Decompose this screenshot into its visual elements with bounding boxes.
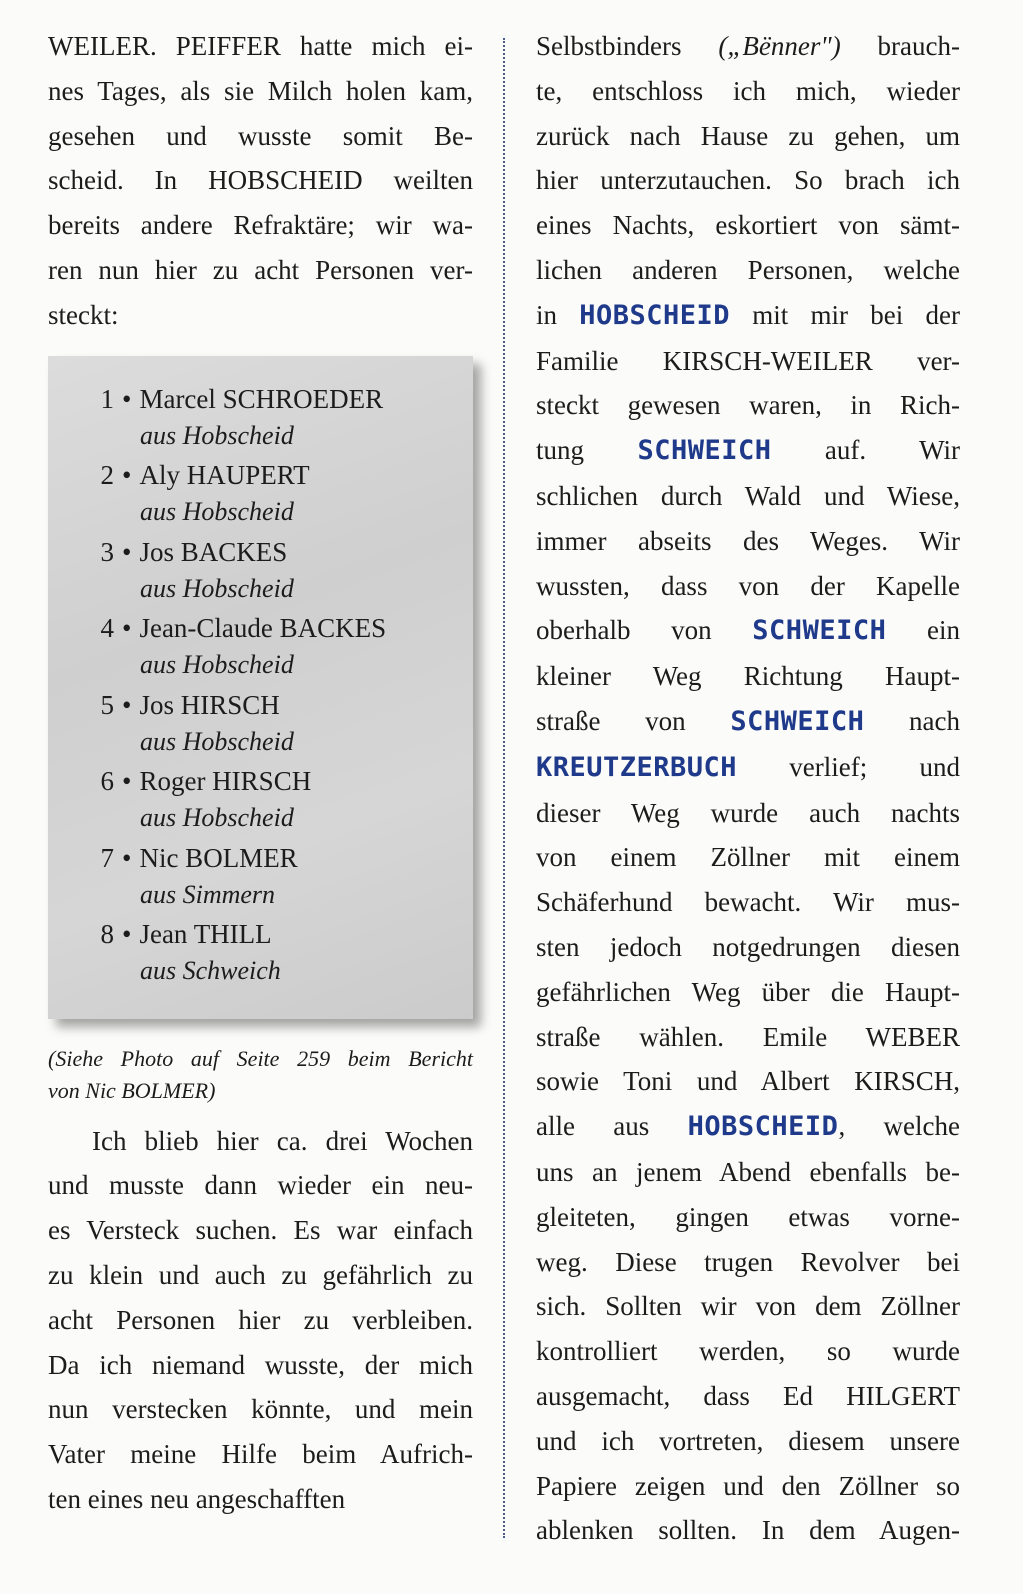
place-name: SCHWEICH [637,435,772,467]
right-column [536,24,960,1553]
text-line: ausgemacht, dass Ed HILGERT [536,1380,960,1411]
person-name-line [90,456,386,494]
text-line: tung SCHWEICH auf. Wir [536,435,960,467]
person-name-line [90,533,386,571]
intro-paragraph [48,24,473,338]
text-line: gesehen und wusste somit Be- [48,120,473,151]
text-line: sten jedoch notgedrungen diesen [536,931,960,962]
bullet: • [122,689,132,720]
text-line: zurück nach Hause zu gehen, um [536,120,960,151]
text-line: Papiere zeigen und den Zöllner so [536,1470,960,1501]
person-entry [90,762,386,839]
text-line: sich. Sollten wir von dem Zöllner [536,1291,960,1322]
text-line: es Versteck suchen. Es war einfach [48,1215,473,1246]
text-line: acht Personen hier zu verbleiben. [48,1304,473,1335]
text-line: von einem Zöllner mit einem [536,842,960,873]
text-line: immer abseits des Weges. Wir [536,525,960,556]
person-number: 4 [100,613,114,644]
text-line: scheid. In HOBSCHEID weilten [48,165,473,196]
text-line: ren nun hier zu acht Personen ver- [48,254,473,285]
text-line: straße von SCHWEICH nach [536,705,960,737]
text-line: KREUTZERBUCH verlief; und [536,751,960,783]
text-line: gefährlichen Weg über die Haupt- [536,976,960,1007]
person-name: Jos HIRSCH [139,689,280,720]
text-line: Selbstbinders („Bënner") brauch- [536,31,961,61]
text-line: lichen anderen Personen, welche [536,254,960,285]
persons-box [48,356,473,1019]
person-entry [90,839,386,916]
text-line: nun verstecken könnte, und mein [48,1394,473,1425]
text-line: Vater meine Hilfe beim Aufrich- [48,1439,473,1470]
text-line: straße wählen. Emile WEBER [536,1021,960,1052]
text-line: weg. Diese trugen Revolver bei [536,1246,960,1277]
place-name: SCHWEICH [730,705,865,737]
person-origin: aus Hobscheid [140,803,294,833]
place-name: KREUTZERBUCH [536,751,738,783]
person-origin: aus Schweich [140,956,281,986]
person-origin: aus Hobscheid [140,726,294,756]
person-name: Aly HAUPERT [139,460,310,491]
person-origin: aus Hobscheid [140,420,294,450]
person-name: Jos BACKES [139,536,288,567]
place-name: SCHWEICH [752,615,887,647]
text-line: te, entschloss ich mich, wieder [536,75,960,106]
left-paragraph-2 [48,1119,473,1522]
person-name: Jean THILL [139,919,272,950]
caption-line: von Nic BOLMER) [48,1077,216,1103]
place-name: HOBSCHEID [579,299,731,331]
photo-caption [48,1043,473,1107]
text-line: ten eines neu angeschafften [48,1483,346,1514]
person-origin: aus Hobscheid [140,650,294,680]
right-paragraph [536,24,960,1553]
text-line: uns an jenem Abend ebenfalls be- [536,1156,960,1187]
text-line: kleiner Weg Richtung Haupt- [536,661,960,692]
person-origin: aus Simmern [140,879,276,909]
text-line: zu klein und auch zu gefährlich zu [48,1259,473,1290]
text-line: Familie KIRSCH-WEILER ver- [536,345,960,376]
person-name-line [90,686,386,724]
text-line: gleiteten, gingen etwas vorne- [536,1201,960,1232]
person-name: Marcel SCHROEDER [139,383,384,414]
person-number: 7 [100,842,114,873]
text-line: Schäferhund bewacht. Wir mus- [536,887,960,918]
bullet: • [122,613,132,644]
bullet: • [122,919,132,950]
text-line: bereits andere Refraktäre; wir wa- [48,210,473,241]
person-entry [90,380,386,457]
text-line: und ich vortreten, diesem unsere [536,1425,960,1456]
person-entry [90,915,386,992]
person-entry [90,686,386,763]
bullet: • [122,460,132,491]
person-name: Jean-Claude BACKES [139,613,387,644]
text-line: Da ich niemand wusste, der mich [48,1349,473,1380]
text-line: WEILER. PEIFFER hatte mich ei- [48,31,473,61]
person-entry [90,456,386,533]
text-line: ablenken sollten. In dem Augen- [536,1515,960,1546]
text-line: und musste dann wieder ein neu- [48,1170,473,1201]
person-entry [90,609,386,686]
italic-term: („Bënner") [718,31,841,61]
text-line: Ich blieb hier ca. drei Wochen [92,1125,473,1156]
bullet: • [122,842,132,873]
text-line: sowie Toni und Albert KIRSCH, [536,1066,960,1097]
person-name-line [90,609,386,647]
person-entry [90,533,386,610]
person-name: Nic BOLMER [139,842,298,873]
person-number: 5 [100,689,114,720]
person-name-line [90,380,386,418]
text-line: alle aus HOBSCHEID, welche [536,1111,960,1143]
text-line: in HOBSCHEID mit mir bei der [536,299,960,331]
text-line: eines Nachts, eskortiert von sämt- [536,210,960,241]
person-name-line [90,915,386,953]
person-number: 3 [100,536,114,567]
person-number: 2 [100,460,114,491]
person-name-line [90,762,386,800]
text-line: kontrolliert werden, so wurde [536,1336,960,1367]
persons-list [90,380,386,992]
person-number: 1 [100,383,114,414]
bullet: • [122,536,132,567]
column-divider [503,38,505,1538]
person-name-line [90,839,386,877]
text-line: steckt: [48,299,119,330]
person-name: Roger HIRSCH [139,766,312,797]
text-line: nes Tages, als sie Milch holen kam, [48,75,473,106]
caption-line: (Siehe Photo auf Seite 259 beim Bericht [48,1045,473,1071]
text-line: steckt gewesen waren, in Rich- [536,390,960,421]
text-line: oberhalb von SCHWEICH ein [536,615,960,647]
person-number: 8 [100,919,114,950]
text-line: wussten, dass von der Kapelle [536,570,960,601]
text-line: dieser Weg wurde auch nachts [536,797,960,828]
person-origin: aus Hobscheid [140,573,294,603]
place-name: HOBSCHEID [687,1111,839,1143]
bullet: • [122,383,132,414]
bullet: • [122,766,132,797]
text-line: schlichen durch Wald und Wiese, [536,480,960,511]
left-column [48,24,473,1522]
text-line: hier unterzutauchen. So brach ich [536,165,960,196]
person-origin: aus Hobscheid [140,497,294,527]
person-number: 6 [100,766,114,797]
